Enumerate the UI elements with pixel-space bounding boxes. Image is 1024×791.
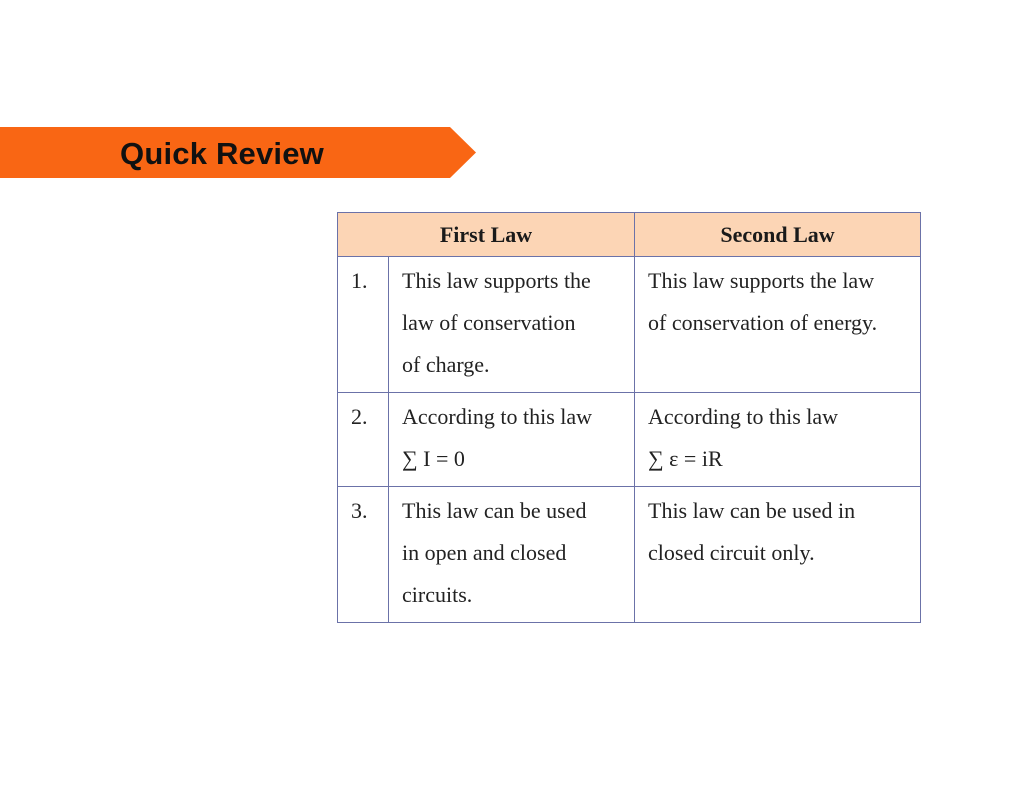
row-number: 1. (338, 257, 389, 393)
formula: ∑ ε = iR (648, 446, 723, 471)
second-law-cell (635, 487, 921, 623)
row-number: 3. (338, 487, 389, 623)
cell-line: of charge. (402, 352, 490, 377)
laws-comparison-table (337, 212, 921, 623)
cell-line: According to this law (648, 404, 839, 429)
first-law-cell (389, 393, 635, 487)
quick-review-banner (0, 127, 476, 178)
cell-line: According to this law (402, 404, 593, 429)
table-row (338, 257, 921, 393)
header-second-law: Second Law (635, 213, 921, 257)
cell-line: This law can be used (402, 498, 587, 523)
cell-line: of conservation of energy. (648, 310, 878, 335)
cell-line: law of conservation (402, 310, 576, 335)
table-row (338, 393, 921, 487)
first-law-cell (389, 257, 635, 393)
second-law-cell (635, 393, 921, 487)
first-law-cell (389, 487, 635, 623)
table-header-row (338, 213, 921, 257)
cell-line: This law can be used in (648, 498, 856, 523)
second-law-cell (635, 257, 921, 393)
cell-line: This law supports the law (648, 268, 875, 293)
cell-line: closed circuit only. (648, 540, 815, 565)
formula: ∑ I = 0 (402, 446, 465, 471)
cell-line: This law supports the (402, 268, 591, 293)
row-number: 2. (338, 393, 389, 487)
banner-title: Quick Review (120, 136, 324, 171)
header-first-law: First Law (338, 213, 635, 257)
cell-line: in open and closed (402, 540, 567, 565)
table-row (338, 487, 921, 623)
cell-line: circuits. (402, 582, 473, 607)
